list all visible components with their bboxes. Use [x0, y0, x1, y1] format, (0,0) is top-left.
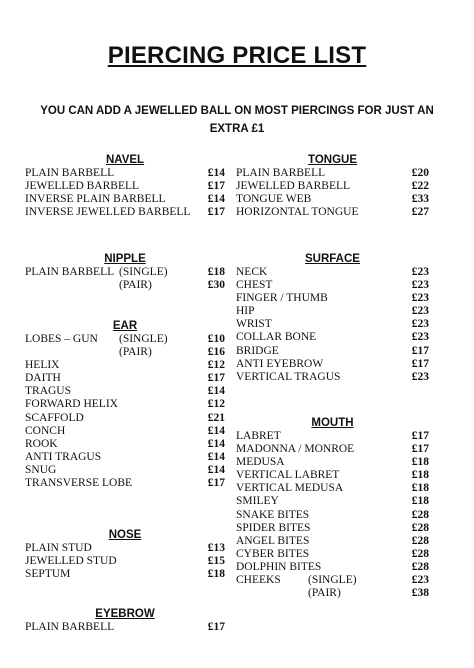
item-price: £17 — [411, 344, 429, 357]
item-name — [25, 372, 61, 385]
item-name-text: MEDUSA — [236, 456, 285, 469]
price-row — [25, 206, 225, 219]
item-price: £23 — [411, 318, 429, 331]
item-price: £22 — [411, 180, 429, 193]
item-price: £38 — [411, 587, 429, 600]
item-name — [236, 443, 354, 456]
item-price: £13 — [207, 542, 225, 554]
item-name — [25, 464, 56, 477]
price-row — [236, 193, 429, 206]
item-price: £20 — [411, 167, 429, 179]
section-navel — [25, 153, 225, 219]
page-title: PIERCING PRICE LIST — [107, 42, 367, 69]
item-price: £28 — [411, 560, 429, 573]
item-name-text: LABRET — [236, 430, 281, 442]
item-price: £16 — [207, 346, 225, 359]
item-name — [25, 167, 114, 180]
item-note: (PAIR) — [119, 346, 152, 359]
item-price: £17 — [411, 430, 429, 442]
item-name-text: SCAFFOLD — [25, 411, 84, 424]
item-name-text: VERTICAL MEDUSA — [236, 482, 344, 495]
item-price: £23 — [411, 331, 429, 344]
item-name-text: SPIDER BITES — [236, 521, 311, 534]
item-price: £27 — [411, 206, 429, 219]
price-row — [25, 279, 225, 292]
item-name-text: LOBES – GUN — [25, 333, 98, 345]
item-name — [25, 385, 71, 398]
item-price: £17 — [207, 372, 225, 385]
item-price: £28 — [411, 534, 429, 547]
item-name — [25, 425, 65, 438]
item-price: £14 — [207, 437, 225, 450]
price-row — [25, 398, 225, 411]
item-name-text: HELIX — [25, 359, 60, 372]
item-name-text: TRAGUS — [25, 385, 72, 398]
item-price: £12 — [207, 359, 225, 372]
item-name-text: JEWELLED BARBELL — [236, 180, 351, 193]
item-name — [236, 345, 279, 358]
item-price: £18 — [207, 568, 225, 581]
item-name-text: FINGER / THUMB — [236, 292, 328, 305]
item-price: £28 — [411, 508, 429, 521]
item-name-text: ANGEL BITES — [236, 534, 310, 547]
price-row — [25, 568, 225, 581]
item-name — [236, 206, 358, 219]
section-heading: TONGUE — [308, 154, 357, 166]
item-price: £23 — [411, 370, 429, 383]
item-name — [236, 522, 310, 535]
section-heading: EYEBROW — [95, 608, 155, 620]
item-name-text: VERTICAL LABRET — [236, 469, 340, 482]
item-price: £23 — [411, 292, 429, 305]
item-name — [25, 542, 92, 555]
item-name-text: JEWELLED STUD — [25, 555, 117, 568]
item-price: £30 — [207, 279, 225, 292]
section-nipple — [25, 252, 225, 292]
price-row — [236, 358, 429, 371]
price-row — [25, 372, 225, 385]
section-mouth — [236, 416, 429, 600]
price-row — [236, 522, 429, 535]
item-price: £23 — [411, 279, 429, 292]
item-name — [236, 318, 272, 331]
item-price: £23 — [411, 574, 429, 587]
item-name — [236, 305, 255, 318]
price-row — [25, 412, 225, 425]
price-row — [236, 266, 429, 279]
item-note: (SINGLE) — [119, 266, 168, 278]
price-row — [236, 292, 429, 305]
price-row — [25, 346, 225, 359]
section-heading: SURFACE — [305, 253, 360, 265]
item-note: (PAIR) — [119, 279, 152, 292]
price-row — [236, 305, 429, 318]
item-price: £28 — [411, 547, 429, 560]
item-price: £23 — [411, 266, 429, 278]
item-name — [236, 482, 343, 495]
item-name — [25, 398, 118, 411]
item-price: £18 — [411, 495, 429, 508]
section-surface — [236, 252, 429, 384]
item-name — [236, 574, 357, 587]
price-row — [236, 495, 429, 508]
item-name — [25, 451, 101, 464]
item-price: £18 — [411, 456, 429, 469]
item-name — [25, 438, 58, 451]
price-row — [236, 206, 429, 219]
item-name-text: PLAIN BARBELL — [25, 266, 115, 278]
section-eyebrow — [25, 607, 225, 634]
item-price: £17 — [411, 357, 429, 370]
item-name-text: VERTICAL TRAGUS — [236, 370, 341, 383]
item-name-text: PLAIN BARBELL — [25, 167, 115, 179]
item-note: (SINGLE) — [308, 574, 357, 587]
item-price: £17 — [207, 477, 225, 490]
item-price: £14 — [207, 193, 225, 206]
price-row — [25, 425, 225, 438]
item-note: (PAIR) — [308, 587, 341, 600]
item-name — [25, 621, 114, 634]
price-row — [25, 385, 225, 398]
section-heading: NOSE — [108, 529, 142, 541]
section-heading: NIPPLE — [104, 253, 146, 265]
item-price: £14 — [207, 424, 225, 437]
price-row — [25, 193, 225, 206]
item-name-text: FORWARD HELIX — [25, 398, 118, 411]
price-row — [25, 621, 225, 634]
item-price: £14 — [207, 450, 225, 463]
item-name-text: PLAIN STUD — [25, 542, 92, 554]
item-name — [25, 359, 60, 372]
item-price: £17 — [411, 443, 429, 456]
price-row — [25, 555, 225, 568]
item-name-text: MADONNA / MONROE — [236, 443, 355, 456]
section-ear — [25, 319, 225, 490]
item-name — [236, 279, 272, 292]
item-name-text: DOLPHIN BITES — [236, 560, 322, 573]
item-name — [236, 535, 309, 548]
item-name-text: ROOK — [25, 437, 58, 450]
item-name-text: SMILEY — [236, 495, 279, 508]
item-name-text: PLAIN BARBELL — [236, 167, 326, 179]
price-row — [236, 456, 429, 469]
price-row — [236, 443, 429, 456]
item-name — [236, 495, 279, 508]
item-price: £21 — [207, 411, 225, 424]
item-note: (SINGLE) — [119, 333, 168, 345]
item-name — [236, 266, 267, 279]
item-price: £14 — [207, 463, 225, 476]
item-name — [236, 548, 309, 561]
item-name — [25, 412, 84, 425]
item-name — [25, 266, 168, 279]
item-name — [236, 193, 311, 206]
price-row — [236, 345, 429, 358]
price-row — [236, 469, 429, 482]
item-price: £18 — [411, 482, 429, 495]
item-name — [236, 469, 339, 482]
item-name-text: WRIST — [236, 318, 272, 331]
price-row — [236, 180, 429, 193]
item-price: £28 — [411, 521, 429, 534]
item-price: £17 — [207, 180, 225, 193]
item-name-text: JEWELLED BARBELL — [25, 180, 140, 193]
item-name — [236, 167, 325, 180]
item-name-text: CHEST — [236, 279, 273, 292]
item-name-text: COLLAR BONE — [236, 331, 317, 344]
section-nose — [25, 528, 225, 581]
item-name — [236, 292, 328, 305]
item-name-text: TRANSVERSE LOBE — [25, 477, 133, 490]
price-row — [25, 438, 225, 451]
item-name-text: HORIZONTAL TONGUE — [236, 206, 359, 219]
item-name-text: SNUG — [25, 463, 57, 476]
price-row — [25, 333, 225, 346]
price-row — [236, 331, 429, 344]
price-row — [236, 430, 429, 443]
item-price: £17 — [207, 206, 225, 219]
section-heading: EAR — [112, 320, 138, 332]
price-row — [25, 359, 225, 372]
price-row — [236, 535, 429, 548]
price-row — [236, 574, 429, 587]
item-name-text: ANTI EYEBROW — [236, 357, 324, 370]
price-row — [236, 587, 429, 600]
item-name-text: CONCH — [25, 424, 66, 437]
item-name — [25, 555, 117, 568]
price-row — [25, 477, 225, 490]
item-price: £12 — [207, 398, 225, 411]
item-name-text: BRIDGE — [236, 344, 279, 357]
section-heading: MOUTH — [311, 417, 354, 429]
item-name-text: CHEEKS — [236, 574, 281, 587]
subtitle-line-1: YOU CAN ADD A JEWELLED BALL ON MOST PIERCINGS FOR JUST AN — [40, 105, 434, 117]
item-price: £17 — [207, 621, 225, 633]
item-name-text: INVERSE PLAIN BARBELL — [25, 193, 166, 206]
price-row — [25, 451, 225, 464]
item-name — [236, 331, 316, 344]
item-name — [236, 509, 309, 522]
price-row — [25, 464, 225, 477]
item-name-text: PLAIN BARBELL — [25, 621, 115, 633]
item-name-text: CYBER BITES — [236, 547, 310, 560]
price-row — [25, 266, 225, 279]
price-row — [236, 509, 429, 522]
item-name — [236, 561, 321, 574]
item-name — [236, 430, 281, 443]
item-price: £14 — [207, 167, 225, 179]
subtitle — [22, 102, 452, 138]
section-tongue — [236, 153, 429, 219]
item-name — [25, 333, 168, 346]
item-name-text: SNAKE BITES — [236, 508, 310, 521]
price-row — [236, 167, 429, 180]
price-row — [25, 180, 225, 193]
item-name — [25, 206, 190, 219]
section-heading: NAVEL — [105, 154, 145, 166]
item-name — [25, 193, 166, 206]
price-row — [236, 482, 429, 495]
item-name-text: ANTI TRAGUS — [25, 450, 102, 463]
item-price: £18 — [411, 469, 429, 482]
item-name-text: DAITH — [25, 372, 61, 385]
item-price: £18 — [207, 266, 225, 278]
item-price: £23 — [411, 305, 429, 318]
item-name — [236, 180, 350, 193]
item-name — [25, 180, 139, 193]
price-row — [236, 279, 429, 292]
item-name — [236, 371, 340, 384]
price-row — [236, 548, 429, 561]
item-price: £33 — [411, 193, 429, 206]
item-name — [236, 456, 285, 469]
item-name — [25, 568, 70, 581]
price-row — [236, 561, 429, 574]
subtitle-line-2: EXTRA £1 — [209, 123, 265, 135]
item-name-text: NECK — [236, 266, 268, 278]
price-row — [25, 542, 225, 555]
item-name-text: INVERSE JEWELLED BARBELL — [25, 206, 191, 219]
item-name-text: SEPTUM — [25, 568, 71, 581]
item-name-text: HIP — [236, 305, 255, 318]
item-price: £14 — [207, 385, 225, 398]
price-row — [236, 371, 429, 384]
item-name — [236, 358, 323, 371]
item-name-text: TONGUE WEB — [236, 193, 312, 206]
price-row — [236, 318, 429, 331]
item-price: £10 — [207, 333, 225, 345]
item-name — [25, 477, 132, 490]
price-row — [25, 167, 225, 180]
item-price: £15 — [207, 555, 225, 568]
